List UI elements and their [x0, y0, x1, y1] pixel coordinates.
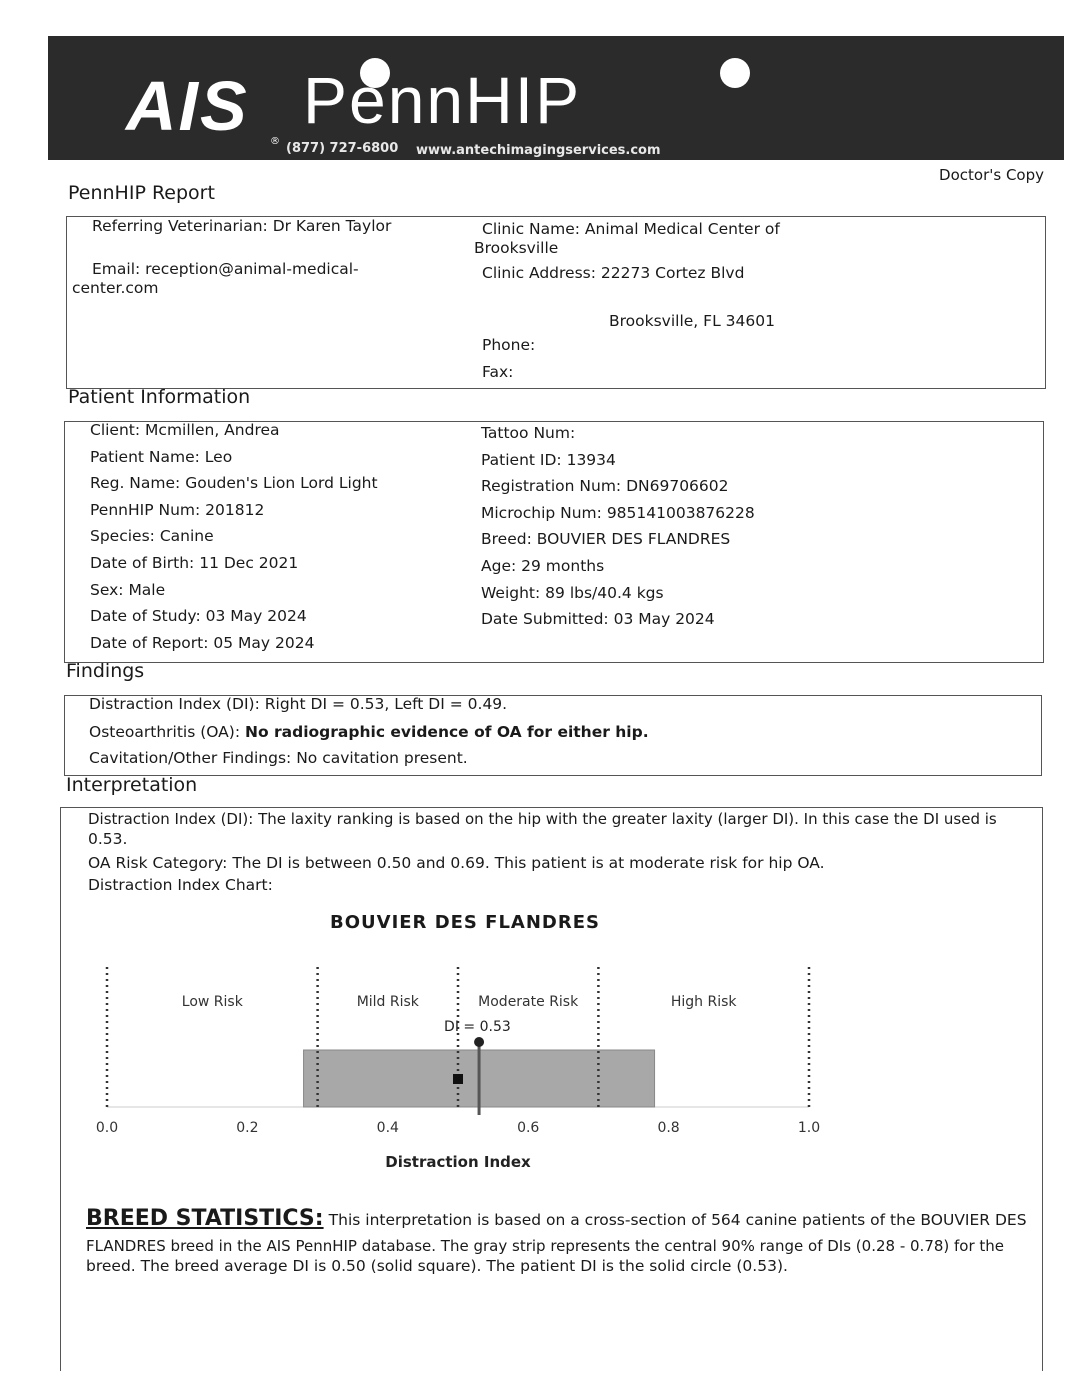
patient-di-label: DI = 0.53	[444, 1019, 511, 1035]
banner-phone: (877) 727-6800	[286, 141, 399, 156]
findings-di: Distraction Index (DI): Right DI = 0.53, Left DI = 0.49.	[89, 695, 508, 713]
pennhip-logo: PennHIP	[303, 63, 582, 137]
x-axis-label: Distraction Index	[385, 1153, 531, 1171]
patient-field: Date of Study: 03 May 2024	[90, 607, 307, 626]
breed-statistics-line-2: FLANDRES breed in the AIS PennHIP database. The gray strip represents the central 90% range of DIs (0.28 - 0.78) for the	[86, 1237, 1005, 1255]
risk-zone-labels	[182, 994, 738, 1010]
interpretation-di-line-2: 0.53.	[88, 830, 128, 848]
tick-label: 0.2	[236, 1120, 259, 1136]
tick-label: 0.4	[376, 1120, 399, 1136]
patient-field: Date Submitted: 03 May 2024	[481, 610, 715, 629]
referring-vet: Referring Veterinarian: Dr Karen Taylor	[92, 217, 392, 235]
patient-di-circle	[474, 1037, 484, 1047]
clinic-name: Clinic Name: Animal Medical Center of	[482, 220, 780, 238]
patient-field: Patient ID: 13934	[481, 450, 616, 469]
interpretation-chart-label: Distraction Index Chart:	[88, 876, 273, 894]
risk-boundaries	[107, 967, 809, 1110]
interpretation-heading: Interpretation	[66, 774, 198, 796]
breed-statistics-line-1: BREED STATISTICS: This interpretation is based on a cross-section of 564 canine patients of the BOUVIER DES	[86, 1206, 1027, 1231]
findings-oa: Osteoarthritis (OA): No radiographic evidence of OA for either hip.	[89, 723, 649, 741]
tick-label: 1.0	[797, 1120, 821, 1136]
clinic-name-line-2: Brooksville	[474, 239, 559, 257]
risk-zone-label: Mild Risk	[356, 994, 419, 1010]
patient-field: PennHIP Num: 201812	[90, 500, 265, 519]
patient-field: Patient Name: Leo	[90, 447, 233, 466]
patient-field: Reg. Name: Gouden's Lion Lord Light	[90, 474, 378, 493]
patient-field: Registration Num: DN69706602	[481, 477, 729, 496]
tick-label: 0.0	[95, 1120, 119, 1136]
patient-field: Client: Mcmillen, Andrea	[90, 421, 280, 439]
patient-field: Weight: 89 lbs/40.4 kgs	[481, 583, 664, 602]
interpretation-di-line-1: Distraction Index (DI): The laxity ranking is based on the hip with the greater laxity (larger DI). In this case the DI used is	[88, 810, 997, 828]
clinic-phone: Phone:	[482, 336, 536, 354]
patient-field: Date of Birth: 11 Dec 2021	[90, 553, 299, 572]
patient-field: Species: Canine	[90, 527, 214, 546]
patient-right-column	[481, 423, 755, 636]
patient-field: Tattoo Num:	[481, 424, 576, 442]
patient-left-column	[90, 420, 378, 659]
risk-zone-label: Moderate Risk	[478, 994, 579, 1010]
banner-website: www.antechimagingservices.com	[416, 143, 661, 158]
breed-statistics-heading: BREED STATISTICS:	[86, 1206, 324, 1231]
patient-heading: Patient Information	[68, 386, 251, 408]
risk-zone-label: Low Risk	[181, 994, 243, 1010]
chart-title: BOUVIER DES FLANDRES	[330, 912, 600, 933]
patient-field: Age: 29 months	[481, 556, 605, 575]
findings-cavitation: Cavitation/Other Findings: No cavitation present.	[89, 749, 468, 767]
email-line-1: Email: reception@animal-medical-	[92, 260, 359, 278]
punch-hole	[720, 58, 750, 88]
patient-field: Breed: BOUVIER DES FLANDRES	[481, 530, 731, 549]
header-banner	[48, 36, 1064, 160]
breed-average-square	[453, 1074, 463, 1084]
distraction-index-chart	[80, 955, 840, 1185]
tick-label: 0.8	[657, 1120, 680, 1136]
ais-logo: AIS	[126, 67, 249, 145]
registered-mark: ®	[270, 136, 280, 147]
tick-labels	[96, 1120, 820, 1136]
clinic-address: Clinic Address: 22273 Cortez Blvd	[482, 264, 745, 282]
email-line-2: center.com	[72, 279, 159, 297]
report-title: PennHIP Report	[68, 182, 215, 204]
patient-field: Sex: Male	[90, 580, 166, 599]
breed-statistics-line-3: breed. The breed average DI is 0.50 (solid square). The patient DI is the solid circle (0.53).	[86, 1257, 788, 1275]
patient-field: Microchip Num: 985141003876228	[481, 503, 755, 522]
doctors-copy-label: Doctor's Copy	[939, 166, 1044, 184]
interpretation-oa-line: OA Risk Category: The DI is between 0.50 and 0.69. This patient is at moderate risk for hip OA.	[88, 854, 825, 872]
patient-field: Date of Report: 05 May 2024	[90, 633, 315, 652]
clinic-address-city: Brooksville, FL 34601	[609, 312, 775, 330]
clinic-fax: Fax:	[482, 363, 514, 381]
tick-label: 0.6	[517, 1120, 540, 1136]
findings-heading: Findings	[66, 660, 145, 682]
risk-zone-label: High Risk	[670, 994, 737, 1010]
